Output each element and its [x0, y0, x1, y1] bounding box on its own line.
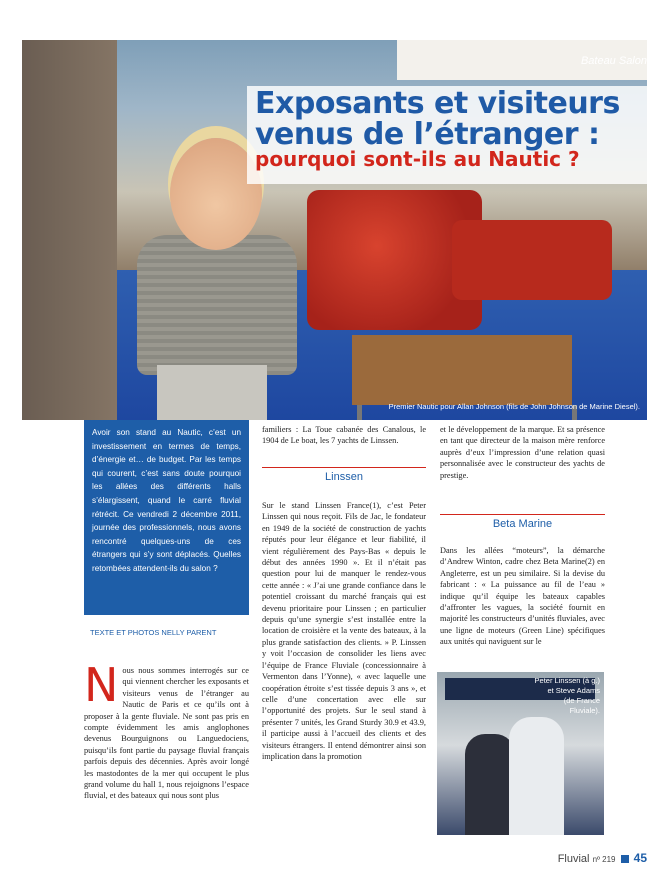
caption-line-1: Peter Linssen (à g.): [534, 676, 600, 685]
column-2-top-text: familiers : La Toue cabanée des Canalous, le 1904 de Le boat, les 7 yachts de Linssen.: [262, 425, 426, 446]
caption-line-2: et Steve Adams: [547, 686, 600, 695]
caption-line-4: Fluviale).: [569, 706, 600, 715]
footer-separator: [621, 855, 629, 863]
hero-child-legs: [157, 365, 267, 420]
article-column-2-top: [262, 424, 426, 447]
photo-person-left: [465, 734, 515, 835]
subhead-linssen: Linssen: [262, 467, 426, 483]
hero-wooden-stand: [352, 335, 572, 405]
article-column-3-top: [440, 424, 605, 481]
title-line-2: venus de l’étranger :: [255, 117, 600, 152]
linssen-photo: [437, 672, 604, 835]
linssen-photo-caption: [535, 676, 600, 716]
article-column-2: [262, 500, 426, 762]
magazine-name: Fluvial: [557, 853, 590, 865]
hero-engine-part: [452, 220, 612, 300]
intro-box: Avoir son stand au Nautic, c’est un investissement en termes de temps, d’énergie et… de budget. Par les temps qui courent, c’est sans doute pourquoi les allées des différents halls s’élargissent, quand le carré fluvial rétrécit. Ce vendredi 2 décembre 2011, journée des professionnels, nous avons rencontré quelques-uns de ces étrangers qui s’y sont déplacés. Quelles retombées attendent-ils du salon ?: [84, 420, 249, 615]
page-title: [255, 88, 620, 150]
article-column-1: [84, 658, 249, 802]
page-number: 45: [633, 851, 647, 865]
article-column-3: [440, 545, 605, 648]
drop-cap: N: [84, 658, 119, 712]
intro-credit: TEXTE ET PHOTOS NELLY PARENT: [90, 628, 217, 637]
hero-child-body: [137, 235, 297, 375]
issue-number: nº 219: [592, 855, 616, 864]
column-3-top-text: et le développement de la marque. Et sa présence en tant que directeur de la maison mère renforce auprès d’eux l’impression d’une relation quasi personnalisée avec le constructeur des yachts de prestige.: [440, 425, 605, 480]
photo-person-right: [509, 717, 564, 835]
subhead-beta-marine: Beta Marine: [440, 514, 605, 530]
page-subtitle: pourquoi sont-ils au Nautic ?: [255, 147, 580, 171]
column-1-text: ous nous sommes interrogés sur ce qui viennent chercher les exposants et visiteurs venus de l’étranger au Nautic de Paris et ce qu’ils ont à proposer à la gente fluviale. Ne sont pas pris en compte évidemment les amis anglophones devenus Bourguignons ou Languedociens, puisqu’ils font partie du paysage fluvial français parfois depuis des décennies. Après avoir longé les mastodontes de la mer qui occupent le plus grand volume du hall 1, nous rejoignons l’espace fluvial, et des bateaux qui nous sont plus: [84, 666, 249, 801]
column-2-text: Sur le stand Linssen France(1), c’est Peter Linssen qui nous reçoit. Fils de Jac, le fondateur en 1949 de la société de construction de yachts réputés pour leur élégance et leur fiabilité, il vient régulièrement des Pays-Bas « depuis le début des années 1990 ». Et il n’était pas question pour lui de manquer le rendez-vous cette année : « J’ai une grande confiance dans le potentiel croissant du marché français qui est devenu prioritaire pour Linssen ; en particulier depuis qu’une synergie s’est installée entre la location de croisière et la vente des bateaux, à la plus grande satisfaction des clients. » P. Linssen y voit l’occasion de consolider les liens avec l’équipe de France Fluviale (concessionnaire à Vermenton dans l’Yonne), « avec laquelle une coopération étroite s’est tissée depuis 3 ans », et celle d’une concertation avec elle sur l’opportunité des projets. Sur le seul stand à présenter 7 unités, les Grand Sturdy 30.9 et 43.9, il participe aussi à l’accueil des clients et des visiteurs étrangers. Il entend démontrer ainsi son implication dans la promotion: [262, 501, 426, 761]
caption-line-3: (de France: [563, 696, 600, 705]
section-tag: Bateau Salon: [580, 55, 647, 67]
hero-adult-figure: [22, 40, 117, 420]
column-3-text: Dans les allées “moteurs”, la démarche d’Andrew Winton, cadre chez Beta Marine(2) en Angleterre, est un peu similaire. Si la devise du fabricant : « La puissance au fil de l’eau » indique qu’il équipe les bateaux capables d’affronter les vagues, la société fournit en majorité les constructeurs d’unités fluviales, avec une ligne de moteurs (Green Line) spécifiques aux unités qui naviguent sur le: [440, 546, 605, 647]
hero-caption: Premier Nautic pour Allan Johnson (fils de John Johnson de Marine Diesel).: [388, 402, 640, 411]
page-footer: [558, 851, 647, 865]
title-line-1: Exposants et visiteurs: [255, 86, 620, 121]
